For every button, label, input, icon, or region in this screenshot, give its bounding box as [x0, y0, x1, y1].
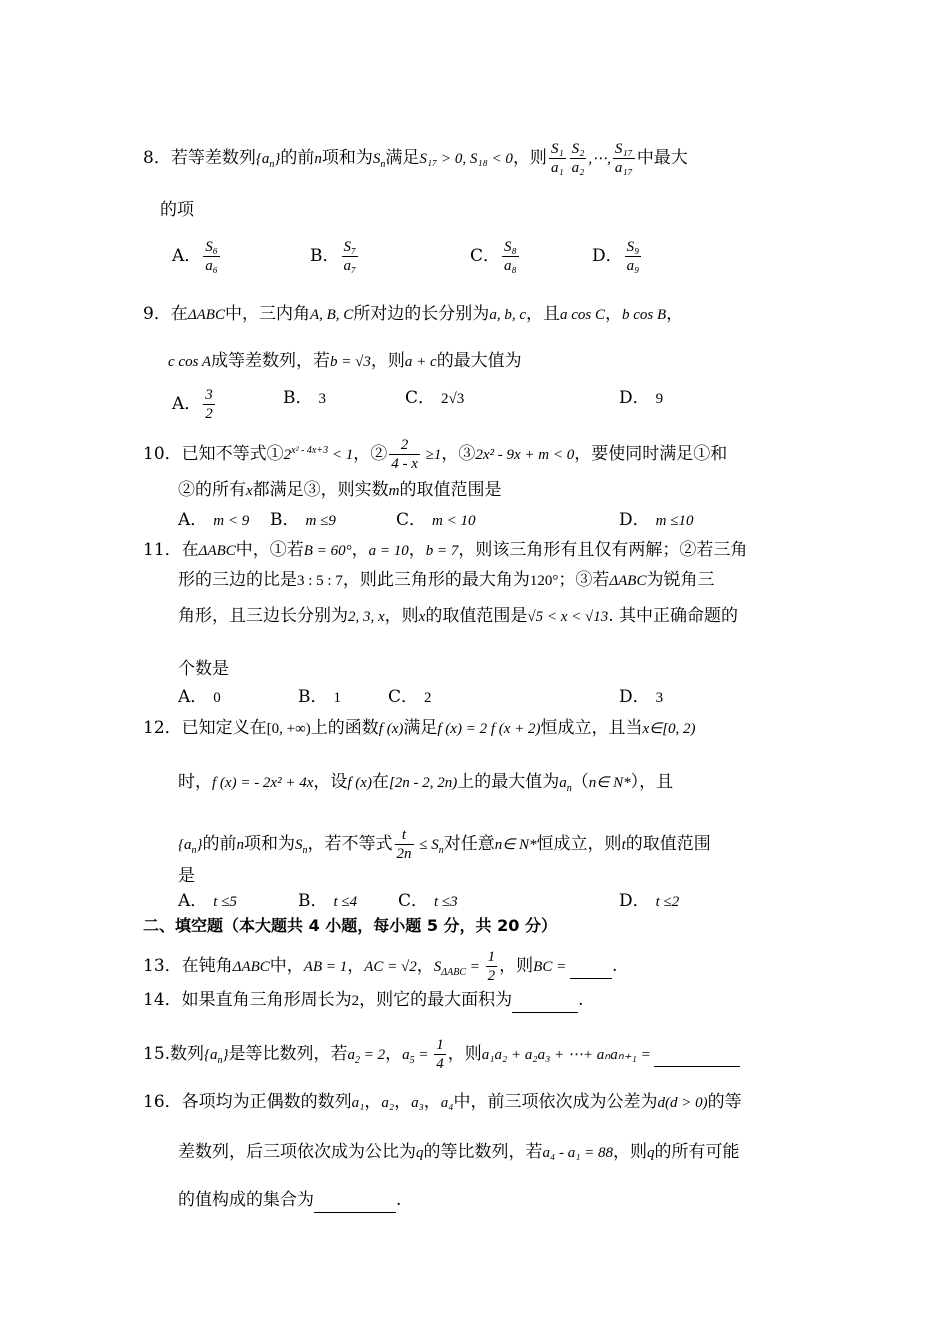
- q8-line1: [143, 140, 688, 177]
- q8-line2: 的项: [160, 200, 194, 220]
- q9-line2: c cos A成等差数列，若b = √3，则a + c的最大值为: [168, 351, 522, 371]
- q8-dots: ,⋯,: [588, 151, 611, 167]
- q8-Sn: $S_n$: [372, 151, 386, 170]
- q12-option-d[interactable]: D． t ≤2: [619, 891, 680, 911]
- q14-line: 14．如果直角三角形周长为2，则它的最大面积为 .: [143, 988, 584, 1013]
- q10-line1: 10．已知不等式$①2^{x^2 - 4x+3} < 1$，② $\frac{2}{4 - x}$ ≥1，③2x² - 9x + m < 0，要使同时满足①和: [143, 437, 728, 472]
- q16-line3: 的值构成的集合为 .: [178, 1188, 401, 1213]
- q8-text: ，则: [512, 148, 547, 168]
- q11-line4: 个数是: [178, 659, 229, 679]
- q8-fraction: $\frac{\text{S₁₇}}{\text{a₁₇}}$: [614, 141, 633, 176]
- q11-option-c[interactable]: C． 2: [388, 687, 432, 707]
- q8-text: 若等差数列: [170, 148, 256, 168]
- q16-line1: 16．各项均为正偶数的数列a₁，a₂，a₃，a₄中，前三项依次成为公差为d(d > 0)的等: [143, 1092, 742, 1112]
- section-heading: 二、填空题（本大题共 4 小题，每小题 5 分，共 20 分）: [143, 916, 557, 935]
- q15-line: 15.数列$\{a_n\}$是等比数列，若$a_2 = 2$，$a_5$ = $\frac{1}{4}$ ，则a₁a₂ + a₂a₃ + ⋯+ aₙaₙ₊₁ =: [143, 1036, 740, 1073]
- q8-fraction: $\frac{\text{S₁}}{\text{a₁}}$: [550, 141, 564, 176]
- q8-text: 的前: [280, 148, 315, 168]
- q11-option-b[interactable]: B． 1: [298, 687, 341, 707]
- q12-option-c[interactable]: C． t ≤3: [398, 891, 458, 911]
- q12-option-a[interactable]: A． t ≤5: [178, 891, 237, 911]
- q11-option-d[interactable]: D． 3: [619, 687, 664, 707]
- q12-line2: 时，f (x) = - 2x² + 4x，设f (x)在[2n - 2, 2n)上的最大值为$a_n(n\in$ N*），且: [178, 772, 674, 794]
- q12-line1: 12．已知定义在[0, +∞)上的函数f (x)满足f (x) = 2 f (x + 2)恒成立，且当x∈[0, 2): [143, 718, 696, 738]
- q16-answer-blank[interactable]: [314, 1188, 396, 1213]
- q8-text: 满足: [385, 148, 420, 168]
- q15-answer-blank[interactable]: [654, 1042, 740, 1067]
- q10-option-b[interactable]: B． m ≤9: [270, 510, 336, 530]
- q8-condition: S₁₇ > 0, S₁₈ < 0: [419, 151, 513, 167]
- q8-fraction: $\frac{\text{S₂}}{\text{a₂}}$: [571, 141, 585, 176]
- q10-option-a[interactable]: A． m < 9: [178, 510, 250, 530]
- q12-line3: $\{a_n\}$的前n项和为$S_n$，若不等式 $\frac{t}{2n}$ ≤ $S_n$对任意n∈ N*恒成立，则t的取值范围: [178, 827, 711, 862]
- q9-option-a[interactable]: A． $\frac{3}{2}$: [172, 387, 213, 422]
- q11-line1: 11．在ΔABC中，①若B = 60°，a = 10，b = 7，则该三角形有且仅有两解；②若三角: [143, 540, 748, 560]
- q8-seq: $\{a_n\}$: [255, 151, 281, 170]
- q11-line3: 角形，且三边长分别为2, 3, x，则x的取值范围是√5 < x < √13. 其中正确命题的: [178, 606, 739, 626]
- q9-option-c[interactable]: C． 2√3: [405, 388, 465, 408]
- q11-option-a[interactable]: A． 0: [178, 687, 221, 707]
- q9-option-d[interactable]: D． 9: [619, 388, 664, 408]
- q8-text: 项和为: [321, 148, 373, 168]
- q10-line2: ②的所有x都满足③，则实数m的取值范围是: [178, 480, 502, 500]
- q10-option-c[interactable]: C． m < 10: [396, 510, 476, 530]
- q8-option-d[interactable]: D． $\frac{\text{S₉}}{\text{a₉}}$: [592, 239, 640, 274]
- q9-line1: 9．在ΔABC中，三内角A, B, C所对边的长分别为a, b, c，且a cos C，b cos B，: [143, 304, 684, 324]
- q8-n: n: [314, 151, 322, 167]
- q8-option-b[interactable]: B． $\frac{\text{S₇}}{\text{a₇}}$: [310, 239, 357, 274]
- q10-option-d[interactable]: D． m ≤10: [619, 510, 694, 530]
- q8-number: 8．: [143, 148, 171, 168]
- q9-option-b[interactable]: B． 3: [283, 388, 326, 408]
- q8-text: 中最大: [636, 148, 688, 168]
- q8-option-c[interactable]: C． $\frac{\text{S₈}}{\text{a₈}}$: [470, 239, 517, 274]
- q14-answer-blank[interactable]: [512, 988, 578, 1013]
- q13-answer-blank[interactable]: [570, 954, 612, 979]
- q8-option-a[interactable]: A． $\frac{\text{S₆}}{\text{a₆}}$: [172, 239, 218, 274]
- q12-line4: 是: [178, 866, 195, 886]
- q13-line: 13．在钝角ΔABC中，AB = 1，AC = √2，$S_{\Delta ABC}$ = $\frac{1}{2}$ ，则BC = .: [143, 949, 618, 984]
- q11-line2: 形的三边的比是3 : 5 : 7，则此三角形的最大角为120°；③若ΔABC为锐角三: [178, 570, 715, 590]
- q12-option-b[interactable]: B． t ≤4: [298, 891, 358, 911]
- q16-line2: 差数列，后三项依次成为公比为q的等比数列，若a₄ - a₁ = 88，则q的所有可能: [178, 1142, 740, 1162]
